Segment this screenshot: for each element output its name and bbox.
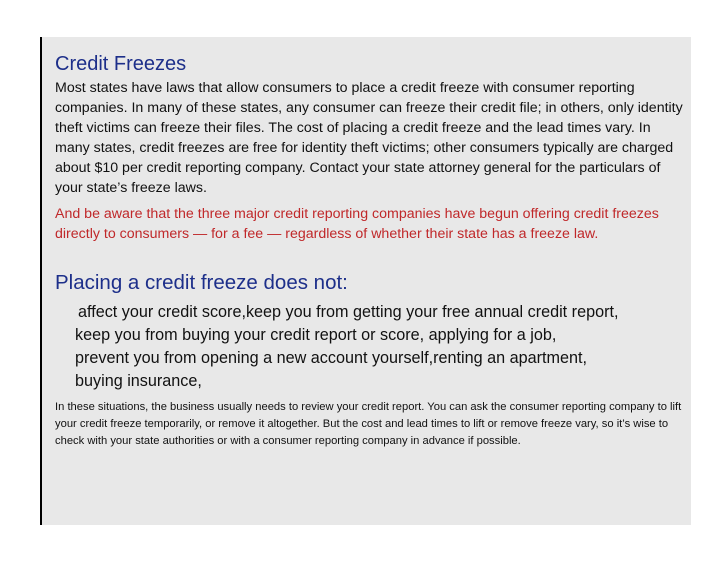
slide-panel — [40, 37, 691, 525]
list-item: buying insurance, — [75, 372, 202, 390]
list-item: keep you from buying your credit report or score, applying for a job, — [75, 326, 557, 344]
list-item: affect your credit score,keep you from getting your free annual credit report, — [78, 303, 619, 321]
credit-freezes-warning: And be aware that the three major credit reporting companies have begun offering credit freezes directly to consumers — for a fee — regardless of whether their state has a freeze law. — [55, 206, 659, 242]
freeze-does-not-list — [75, 301, 685, 393]
freeze-does-not-heading: Placing a credit freeze does not: — [55, 271, 348, 294]
credit-freezes-heading: Credit Freezes — [55, 53, 187, 75]
list-item: prevent you from opening a new account yourself,renting an apartment, — [75, 349, 588, 367]
situations-footnote: In these situations, the business usually needs to review your credit report. You can ask the consumer reporting company to lift your credit freeze temporarily, or remove it altogether. But the cost and lead times to lift or remove freeze vary, so it’s wise to check with your state authorities or with a consumer reporting company in advance if possible. — [55, 401, 682, 447]
credit-freezes-body: Most states have laws that allow consumers to place a credit freeze with consumer reporting companies. In many of these states, any consumer can freeze their credit file; in others, only identity theft victims can freeze their files. The cost of placing a credit freeze and the lead times vary. In many states, credit freezes are free for identity theft victims; other consumers typically are charged about $10 per credit reporting company. Contact your state attorney general for the particulars of your state’s freeze laws. — [55, 80, 683, 196]
slide-content — [55, 52, 685, 450]
